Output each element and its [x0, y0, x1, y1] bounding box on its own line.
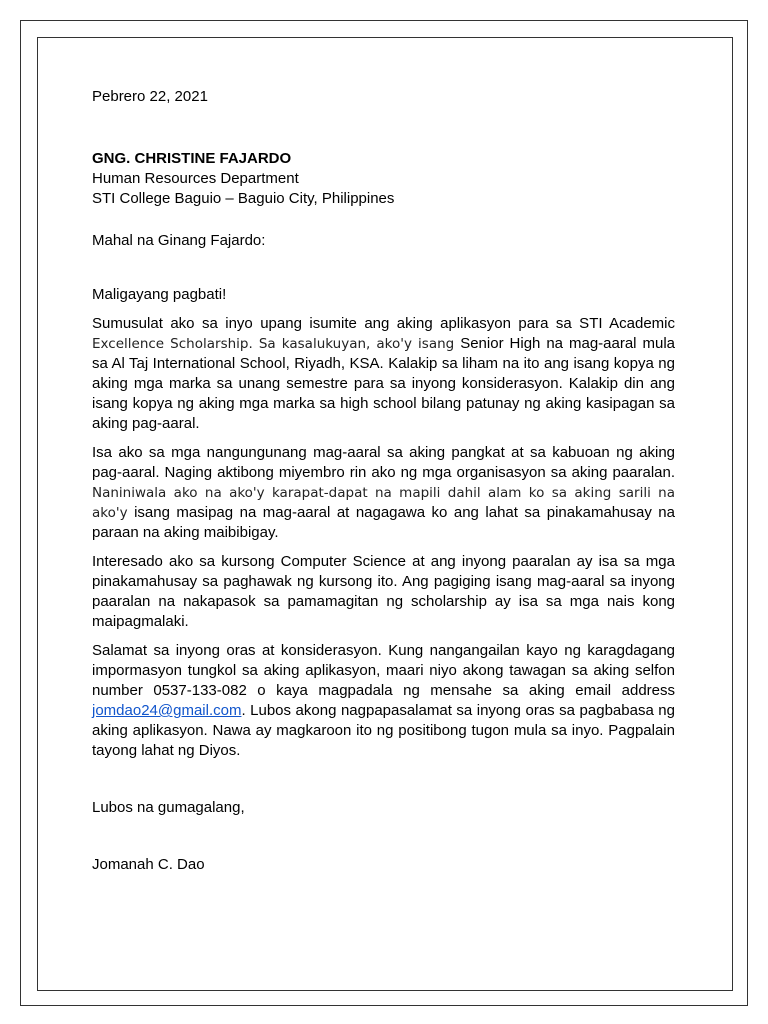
paragraph-1-part-c: Senior High na mag-aaral mula sa Al Taj International School, Riyadh, KSA. Kalakip sa liham na ito ang isang kopya ng aking mga marka sa unang semestre para sa inyong konsiderasyon. Kalakip din ang isang kopya ng aking mga marka sa high school bilang patunay ng aking kasipagan sa aking pag-aaral.	[92, 335, 675, 432]
closing: Lubos na gumagalang,	[92, 799, 245, 816]
paragraph-3: Interesado ako sa kursong Computer Science at ang inyong paaralan ay isa sa mga pinakamahusay sa paghawak ng kursong ito. Ang pagiging isang mag-aaral sa inyong paaralan na nakapasok sa pamamagitan ng scholarship ay isa sa mga nais kong maipagmalaki.	[92, 553, 675, 630]
paragraph-2-part-b: Naniniwala ako na ako'y karapat-dapat na mapili dahil alam ko sa aking sarili na ako'y	[92, 485, 675, 521]
signature-name: Jomanah C. Dao	[92, 856, 205, 873]
paragraph-2-part-a: Isa ako sa mga nangungunang mag-aaral sa aking pangkat at sa kabuoan ng aking pag-aaral. Naging aktibong miyembro rin ako ng mga organisasyon sa aking paaralan.	[92, 444, 675, 481]
email-link[interactable]: jomdao24@gmail.com	[92, 702, 242, 719]
letter-date: Pebrero 22, 2021	[92, 88, 208, 105]
letter-body	[92, 87, 675, 875]
paragraph-1	[92, 314, 675, 434]
greeting: Maligayang pagbati!	[92, 286, 227, 303]
paragraph-2	[92, 443, 675, 543]
paragraph-4	[92, 641, 675, 761]
paragraph-2-part-c: isang masipag na mag-aaral at nagagawa ko ang lahat sa pinakamahusay na paraan na aking maibibigay.	[92, 504, 675, 541]
recipient-department: Human Resources Department	[92, 170, 299, 187]
paragraph-1-part-a: Sumusulat ako sa inyo upang isumite ang aking aplikasyon para sa STI Academic	[92, 315, 675, 332]
recipient-school: STI College Baguio – Baguio City, Philippines	[92, 190, 395, 207]
recipient-name: GNG. CHRISTINE FAJARDO	[92, 150, 292, 167]
paragraph-1-part-b: Excellence Scholarship. Sa kasalukuyan, ako'y isang	[92, 336, 455, 352]
recipient-block	[92, 149, 675, 209]
paragraph-4-after-email: . Lubos akong nagpapasalamat sa inyong oras sa pagbabasa ng aking aplikasyon. Nawa ay magkaroon ito ng positibong tugon mula sa inyo. Pagpalain tayong lahat ng Diyos.	[92, 702, 675, 759]
paragraph-4-before-email: Salamat sa inyong oras at konsiderasyon. Kung nangangailan kayo ng karagdagang impormasyon tungkol sa aking aplikasyon, maari niyo akong tawagan sa aking selfon number 0537-133-082 o kaya magpadala ng mensahe sa aking email address	[92, 642, 675, 699]
salutation: Mahal na Ginang Fajardo:	[92, 232, 266, 249]
